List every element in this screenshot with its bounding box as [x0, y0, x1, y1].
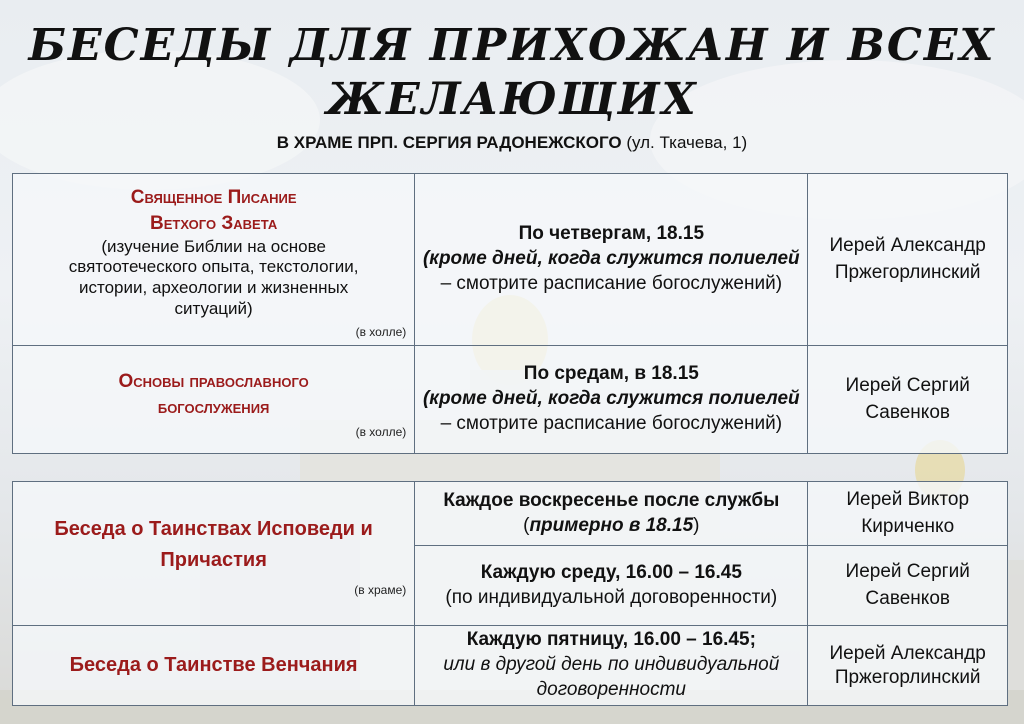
- priest-cell: [808, 626, 1008, 706]
- topic-cell: [13, 174, 415, 346]
- schedule-tail: – смотрите расписание богослужений): [440, 272, 783, 294]
- schedule-cell: [415, 174, 808, 346]
- schedule-text: [421, 561, 801, 610]
- paren-open: (: [523, 514, 530, 536]
- priest-cell: [808, 174, 1008, 346]
- topic-title: Беседа о Таинстве Венчания: [69, 654, 358, 676]
- location-label: (в холле): [355, 325, 407, 340]
- topic-description: (изучение Библии на основе святоотеческого опыта, текстологии, истории, археологии и жизненных ситуаций): [68, 236, 359, 318]
- paren-close: ): [693, 514, 700, 536]
- topic-title-line1: Основы православного: [118, 370, 309, 392]
- church-name: В ХРАМЕ ПРП. СЕРГИЯ РАДОНЕЖСКОГО: [276, 133, 622, 152]
- schedule-cell: [415, 482, 808, 546]
- topic-cell: [13, 626, 415, 706]
- topic-title: Беседа о Таинствах Исповеди и Причастия: [54, 517, 373, 571]
- schedule-day: Каждую пятницу, 16.00 – 16.45;: [466, 629, 756, 651]
- schedule-note: примерно в 18.15: [529, 514, 694, 536]
- table-row: [13, 482, 1008, 546]
- schedule-day: По средам, в 18.15: [523, 363, 699, 385]
- schedule-text: [421, 222, 801, 296]
- schedule-day: Каждую среду, 16.00 – 16.45: [480, 561, 742, 583]
- schedule-cell: [415, 346, 808, 454]
- schedule-table-sacraments: [12, 481, 1008, 706]
- table-row: [13, 346, 1008, 454]
- topic-cell: [13, 346, 415, 454]
- topic-title-line2: Ветхого Завета: [150, 213, 278, 235]
- schedule-cell: [415, 626, 808, 706]
- priest-cell: [808, 482, 1008, 546]
- schedule-note: или в другой день по индивидуальной договоренности: [443, 654, 780, 700]
- topic-title: [19, 185, 408, 236]
- priest-name: Иерей Александр Пржегорлинский: [829, 642, 986, 688]
- location-label: (в храме): [354, 583, 407, 598]
- schedule-text: [421, 489, 801, 538]
- table-row: [13, 174, 1008, 346]
- schedule-note: (кроме дней, когда служится полиелей: [422, 248, 800, 270]
- church-address: (ул. Ткачева, 1): [621, 133, 748, 152]
- page-subtitle: [0, 133, 1024, 153]
- priest-cell: [808, 346, 1008, 454]
- page-title-line1: БЕСЕДЫ ДЛЯ ПРИХОЖАН И ВСЕХ: [28, 20, 996, 71]
- priest-cell: [808, 546, 1008, 626]
- page-title-line2: ЖЕЛАЮЩИХ: [326, 74, 698, 125]
- table-row: [13, 626, 1008, 706]
- schedule-cell: [415, 546, 808, 626]
- schedule-tail: – смотрите расписание богослужений): [440, 412, 783, 434]
- schedule-note: (кроме дней, когда служится полиелей: [422, 388, 800, 410]
- schedule-day: По четвергам, 18.15: [518, 223, 705, 245]
- priest-name: Иерей Виктор Кириченко: [846, 488, 970, 537]
- priest-name: Иерей Александр Пржегорлинский: [829, 234, 986, 283]
- location-label: (в холле): [355, 425, 407, 440]
- schedule-text: [421, 628, 801, 702]
- priest-name: Иерей Сергий Савенков: [845, 560, 970, 609]
- topic-cell: [13, 482, 415, 626]
- schedule-day: Каждое воскресенье после службы: [443, 489, 780, 511]
- topic-title-line1: Священное Писание: [130, 187, 297, 209]
- schedule-note: (по индивидуальной договоренности): [445, 586, 778, 608]
- topic-title-line2: богослужения: [157, 396, 270, 418]
- topic-title: [19, 369, 408, 430]
- priest-name: Иерей Сергий Савенков: [845, 374, 970, 423]
- schedule-table-lectures: [12, 173, 1008, 454]
- schedule-text: [421, 362, 801, 436]
